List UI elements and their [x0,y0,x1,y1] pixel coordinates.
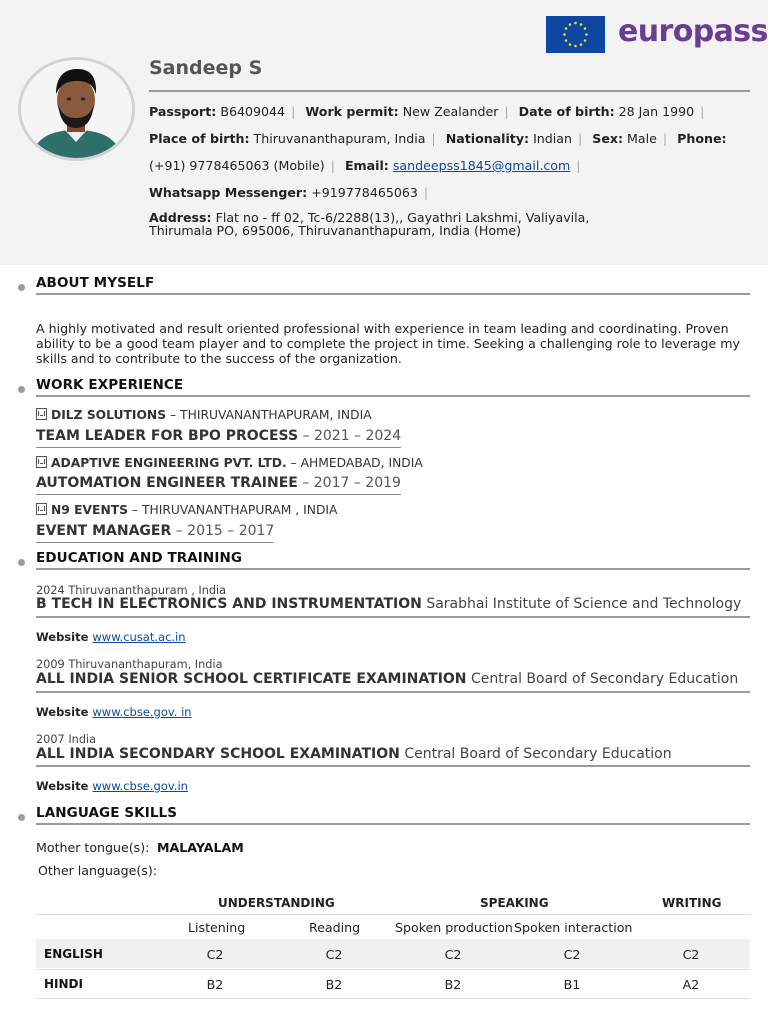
pob-label: Place of birth: [149,131,250,146]
passport-value: B6409044 [220,104,286,119]
spoken-production-subheader: Spoken production [395,920,513,935]
education-rule [36,691,750,693]
other-languages-label: Other language(s): [38,863,158,878]
website-link[interactable]: www.cbse.gov.in [92,779,188,793]
email-label: Email: [344,158,389,173]
job-company: DILZ SOLUTIONS – THIRUVANANTHAPURAM, INDIA [36,408,372,422]
address-value: Flat no - ff 02, Tc-6/2288(13),, Gayathri Lakshmi, Valiyavila, Thirumala PO, 695006, Thiruvananthapuram, India (Home) [149,210,590,238]
education-meta: 2009 Thiruvananthapuram, India [36,658,223,671]
interaction-level: C2 [563,947,581,962]
education-title: B TECH IN ELECTRONICS AND INSTRUMENTATION Sarabhai Institute of Science and Technology [36,596,742,612]
table-row [36,939,750,968]
spoken-interaction-subheader: Spoken interaction [514,920,633,935]
language-section-title: LANGUAGE SKILLS [36,805,178,821]
europass-logo: europass [618,14,768,49]
education-title: ALL INDIA SECONDARY SCHOOL EXAMINATION Central Board of Secondary Education [36,746,672,762]
info-line-4: Whatsapp Messenger: +919778465063 | [149,185,429,200]
language-name: ENGLISH [44,947,103,961]
job-company: ADAPTIVE ENGINEERING PVT. LTD. – AHMEDABAD, INDIA [36,456,423,470]
passport-label: Passport: [149,104,217,119]
reading-level: B2 [325,977,343,992]
speaking-header: SPEAKING [480,896,549,910]
table-row [36,969,750,998]
listening-level: C2 [206,947,224,962]
whatsapp-value: +919778465063 [311,185,418,200]
education-section-title: EDUCATION AND TRAINING [36,550,243,566]
work-permit-value: New Zealander [402,104,499,119]
education-section-rule [36,568,750,570]
section-bullet [18,559,25,566]
understanding-header: UNDERSTANDING [218,896,335,910]
phone-value: (+91) 9778465063 (Mobile) [149,158,325,173]
mother-tongue-label: Mother tongue(s): [36,840,150,855]
whatsapp-label: Whatsapp Messenger: [149,185,308,200]
work-permit-label: Work permit: [305,104,399,119]
education-rule [36,765,750,767]
interaction-level: B1 [563,977,581,992]
education-meta: 2024 Thiruvananthapuram , India [36,584,227,597]
production-level: C2 [444,947,462,962]
profile-photo [18,57,135,161]
listening-subheader: Listening [188,920,246,935]
info-line-3: (+91) 9778465063 (Mobile) | Email: sandeepss1845@gmail.com | [149,158,581,173]
building-icon [36,408,47,420]
sex-value: Male [627,131,657,146]
about-section-title: ABOUT MYSELF [36,275,155,291]
building-icon [36,456,47,468]
education-website: Website www.cusat.ac.in [36,630,186,644]
work-section-title: WORK EXPERIENCE [36,377,184,393]
education-rule [36,616,750,618]
writing-level: C2 [682,947,700,962]
job-company: N9 EVENTS – THIRUVANANTHAPURAM , INDIA [36,503,337,517]
info-line-2: Place of birth: Thiruvananthapuram, India | Nationality: Indian | Sex: Male | Phone: [149,131,727,146]
table-rule [36,914,750,915]
listening-level: B2 [206,977,224,992]
writing-header: WRITING [662,896,722,910]
production-level: B2 [444,977,462,992]
section-bullet [18,284,25,291]
nationality-label: Nationality: [445,131,530,146]
job-title: AUTOMATION ENGINEER TRAINEE – 2017 – 2019 [36,475,401,495]
building-icon [36,503,47,515]
reading-subheader: Reading [309,920,361,935]
cv-header [0,0,768,265]
nationality-value: Indian [533,131,572,146]
mother-tongue-value: MALAYALAM [157,840,244,855]
writing-level: A2 [682,977,700,992]
address-label: Address: [149,210,212,225]
section-bullet [18,386,25,393]
phone-label: Phone: [677,131,727,146]
education-website: Website www.cbse.gov.in [36,779,188,793]
address-block [149,211,627,237]
education-website: Website www.cbse.gov. in [36,705,192,719]
section-bullet [18,814,25,821]
reading-level: C2 [325,947,343,962]
dob-label: Date of birth: [518,104,615,119]
email-link[interactable]: sandeepss1845@gmail.com [392,158,571,173]
language-section-rule [36,823,750,825]
sex-label: Sex: [592,131,624,146]
education-title: ALL INDIA SENIOR SCHOOL CERTIFICATE EXAMINATION Central Board of Secondary Education [36,671,739,687]
info-line-1: Passport: B6409044 | Work permit: New Zealander | Date of birth: 28 Jan 1990 | [149,104,705,119]
pob-value: Thiruvananthapuram, India [253,131,426,146]
about-section-rule [36,293,750,295]
website-link[interactable]: www.cbse.gov. in [92,705,192,719]
education-meta: 2007 India [36,733,97,746]
eu-flag-icon [546,16,605,53]
job-title: EVENT MANAGER – 2015 – 2017 [36,523,274,543]
website-link[interactable]: www.cusat.ac.in [92,630,186,644]
language-name: HINDI [44,977,83,991]
name-divider [149,90,750,92]
person-name: Sandeep S [149,57,263,79]
about-text: A highly motivated and result oriented professional with experience in team leading and coordinating. Proven ability to be a good team player and to complete the project in time. Seeking a challenging role to leverage my skills and to contribute to the success of the organization. [36,321,740,366]
table-rule [36,998,750,999]
dob-value: 28 Jan 1990 [618,104,695,119]
job-title: TEAM LEADER FOR BPO PROCESS – 2021 – 2024 [36,428,401,448]
work-section-rule [36,395,750,397]
